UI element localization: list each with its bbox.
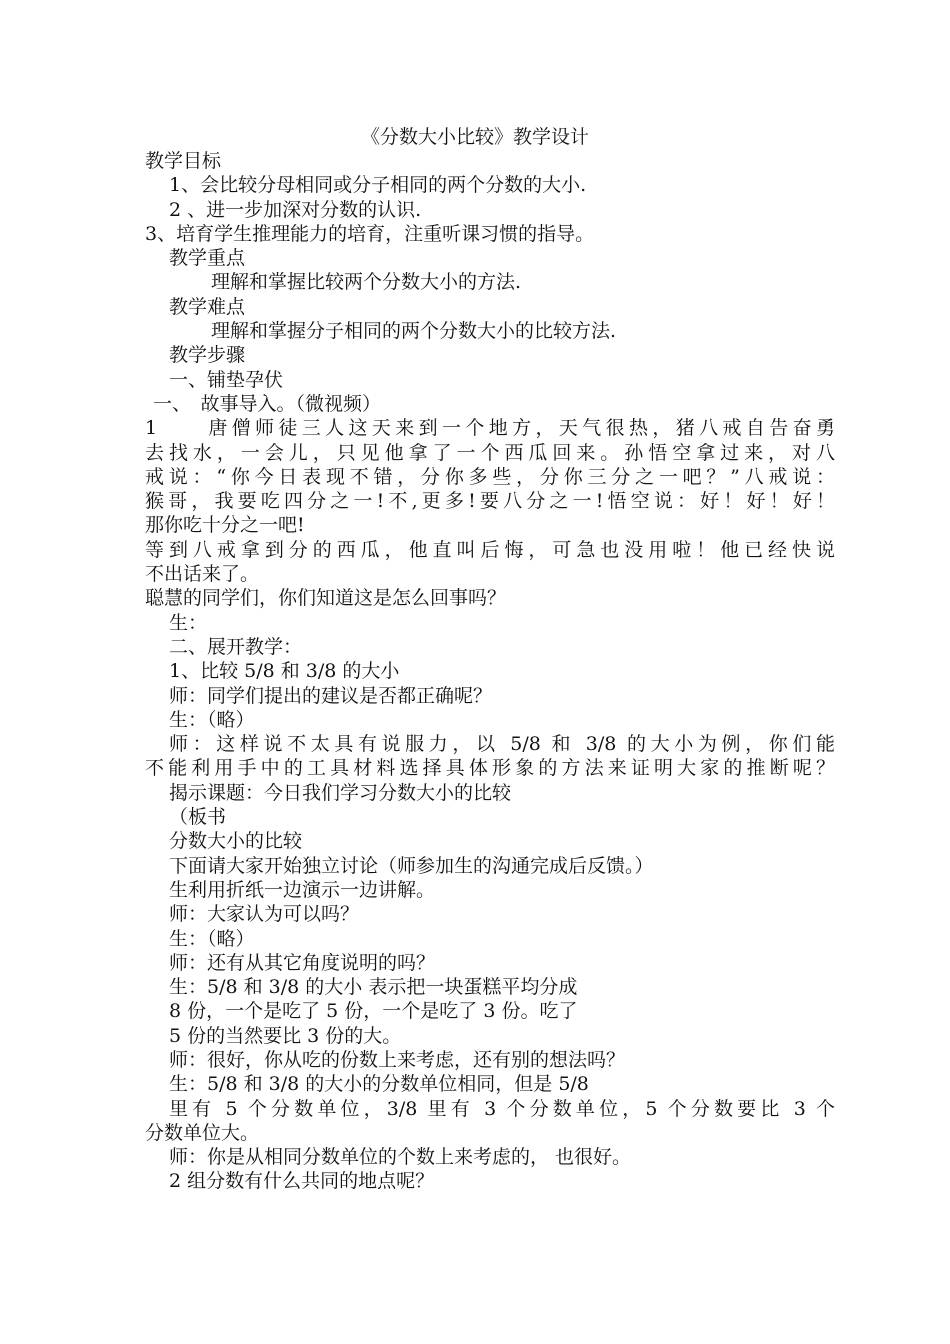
text-line: 生： bbox=[169, 611, 208, 634]
text-line: 师：很好，你从吃的份数上来考虑，还有别的想法吗？ bbox=[169, 1048, 626, 1071]
text-line: 教学难点 bbox=[169, 295, 246, 318]
text-line: 去找水，一会儿，只见他拿了一个西瓜回来。孙悟空拿过来，对八 bbox=[145, 441, 835, 464]
text-line: 师：还有从其它角度说明的吗？ bbox=[169, 951, 436, 974]
text-line: 分数大小的比较 bbox=[169, 830, 303, 853]
document-title: 《分数大小比较》教学设计 bbox=[360, 126, 589, 148]
text-line: 师：同学们提出的建议是否都正确呢？ bbox=[169, 684, 493, 707]
text-line: 不能利用手中的工具材料选择具体形象的方法来证明大家的推断呢？ bbox=[145, 757, 835, 780]
text-line: 分数单位大。 bbox=[145, 1121, 260, 1144]
text-line: 教学重点 bbox=[169, 247, 246, 270]
text-line: 2 、进一步加深对分数的认识. bbox=[169, 198, 422, 221]
text-line: 师：这样说不太具有说服力，以 5/8 和 3/8 的大小为例，你们能 bbox=[169, 733, 835, 756]
text-line: 下面请大家开始独立讨论（师参加生的沟通完成后反馈。） bbox=[169, 854, 654, 877]
text-line: 里有 5 个分数单位，3/8 里有 3 个分数单位，5 个分数要比 3 个 bbox=[169, 1097, 835, 1120]
text-line: 猴哥，我要吃四分之一!不,更多!要八分之一!悟空说：好！好！好！ bbox=[145, 490, 835, 513]
text-line: 二、展开教学： bbox=[169, 635, 303, 658]
text-line: 1、比较 5/8 和 3/8 的大小 bbox=[169, 660, 400, 683]
text-line: 戒说：“你今日表现不错，分你多些，分你三分之一吧？”八戒说： bbox=[145, 465, 835, 488]
text-line: 生：（略） bbox=[169, 927, 255, 950]
document-body bbox=[145, 149, 835, 1194]
text-line: 教学步骤 bbox=[169, 344, 246, 367]
text-line: 理解和掌握比较两个分数大小的方法. bbox=[211, 271, 522, 294]
text-line: 生利用折纸一边演示一边讲解。 bbox=[169, 878, 436, 901]
text-line: 3、培育学生推理能力的培育，注重听课习惯的指导。 bbox=[145, 222, 595, 245]
text-line: 等到八戒拿到分的西瓜，他直叫后悔，可急也没用啦！他已经快说 bbox=[145, 538, 835, 561]
text-line: 生：5/8 和 3/8 的大小的分数单位相同，但是 5/8 bbox=[169, 1073, 589, 1096]
text-line: 2 组分数有什么共同的地点呢？ bbox=[169, 1170, 435, 1193]
text-line: 聪慧的同学们，你们知道这是怎么回事吗？ bbox=[145, 587, 507, 610]
text-line: 那你吃十分之一吧! bbox=[145, 514, 305, 537]
text-line: 1 唐僧师徒三人这天来到一个地方，天气很热，猪八戒自告奋勇 bbox=[145, 417, 835, 440]
text-line: 教学目标 bbox=[145, 150, 222, 172]
text-line: 生：5/8 和 3/8 的大小 表示把一块蛋糕平均分成 bbox=[169, 976, 578, 999]
text-line: 揭示课题：今日我们学习分数大小的比较 bbox=[169, 781, 512, 804]
text-line: （板书 bbox=[169, 806, 227, 829]
text-line: 不出话来了。 bbox=[145, 563, 260, 586]
text-line: 5 份的当然要比 3 份的大。 bbox=[169, 1024, 402, 1047]
text-line: 1、会比较分母相同或分子相同的两个分数的大小. bbox=[169, 174, 587, 197]
text-line: 师：你是从相同分数单位的个数上来考虑的， 也很好。 bbox=[169, 1146, 632, 1169]
text-line: 一、 故事导入。（微视频） bbox=[153, 392, 382, 415]
text-line: 8 份，一个是吃了 5 份，一个是吃了 3 份。吃了 bbox=[169, 1000, 578, 1023]
text-line: 一、铺垫孕伏 bbox=[169, 368, 284, 391]
text-line: 理解和掌握分子相同的两个分数大小的比较方法. bbox=[211, 320, 617, 343]
text-line: 生：（略） bbox=[169, 708, 255, 731]
text-line: 师：大家认为可以吗？ bbox=[169, 903, 360, 926]
